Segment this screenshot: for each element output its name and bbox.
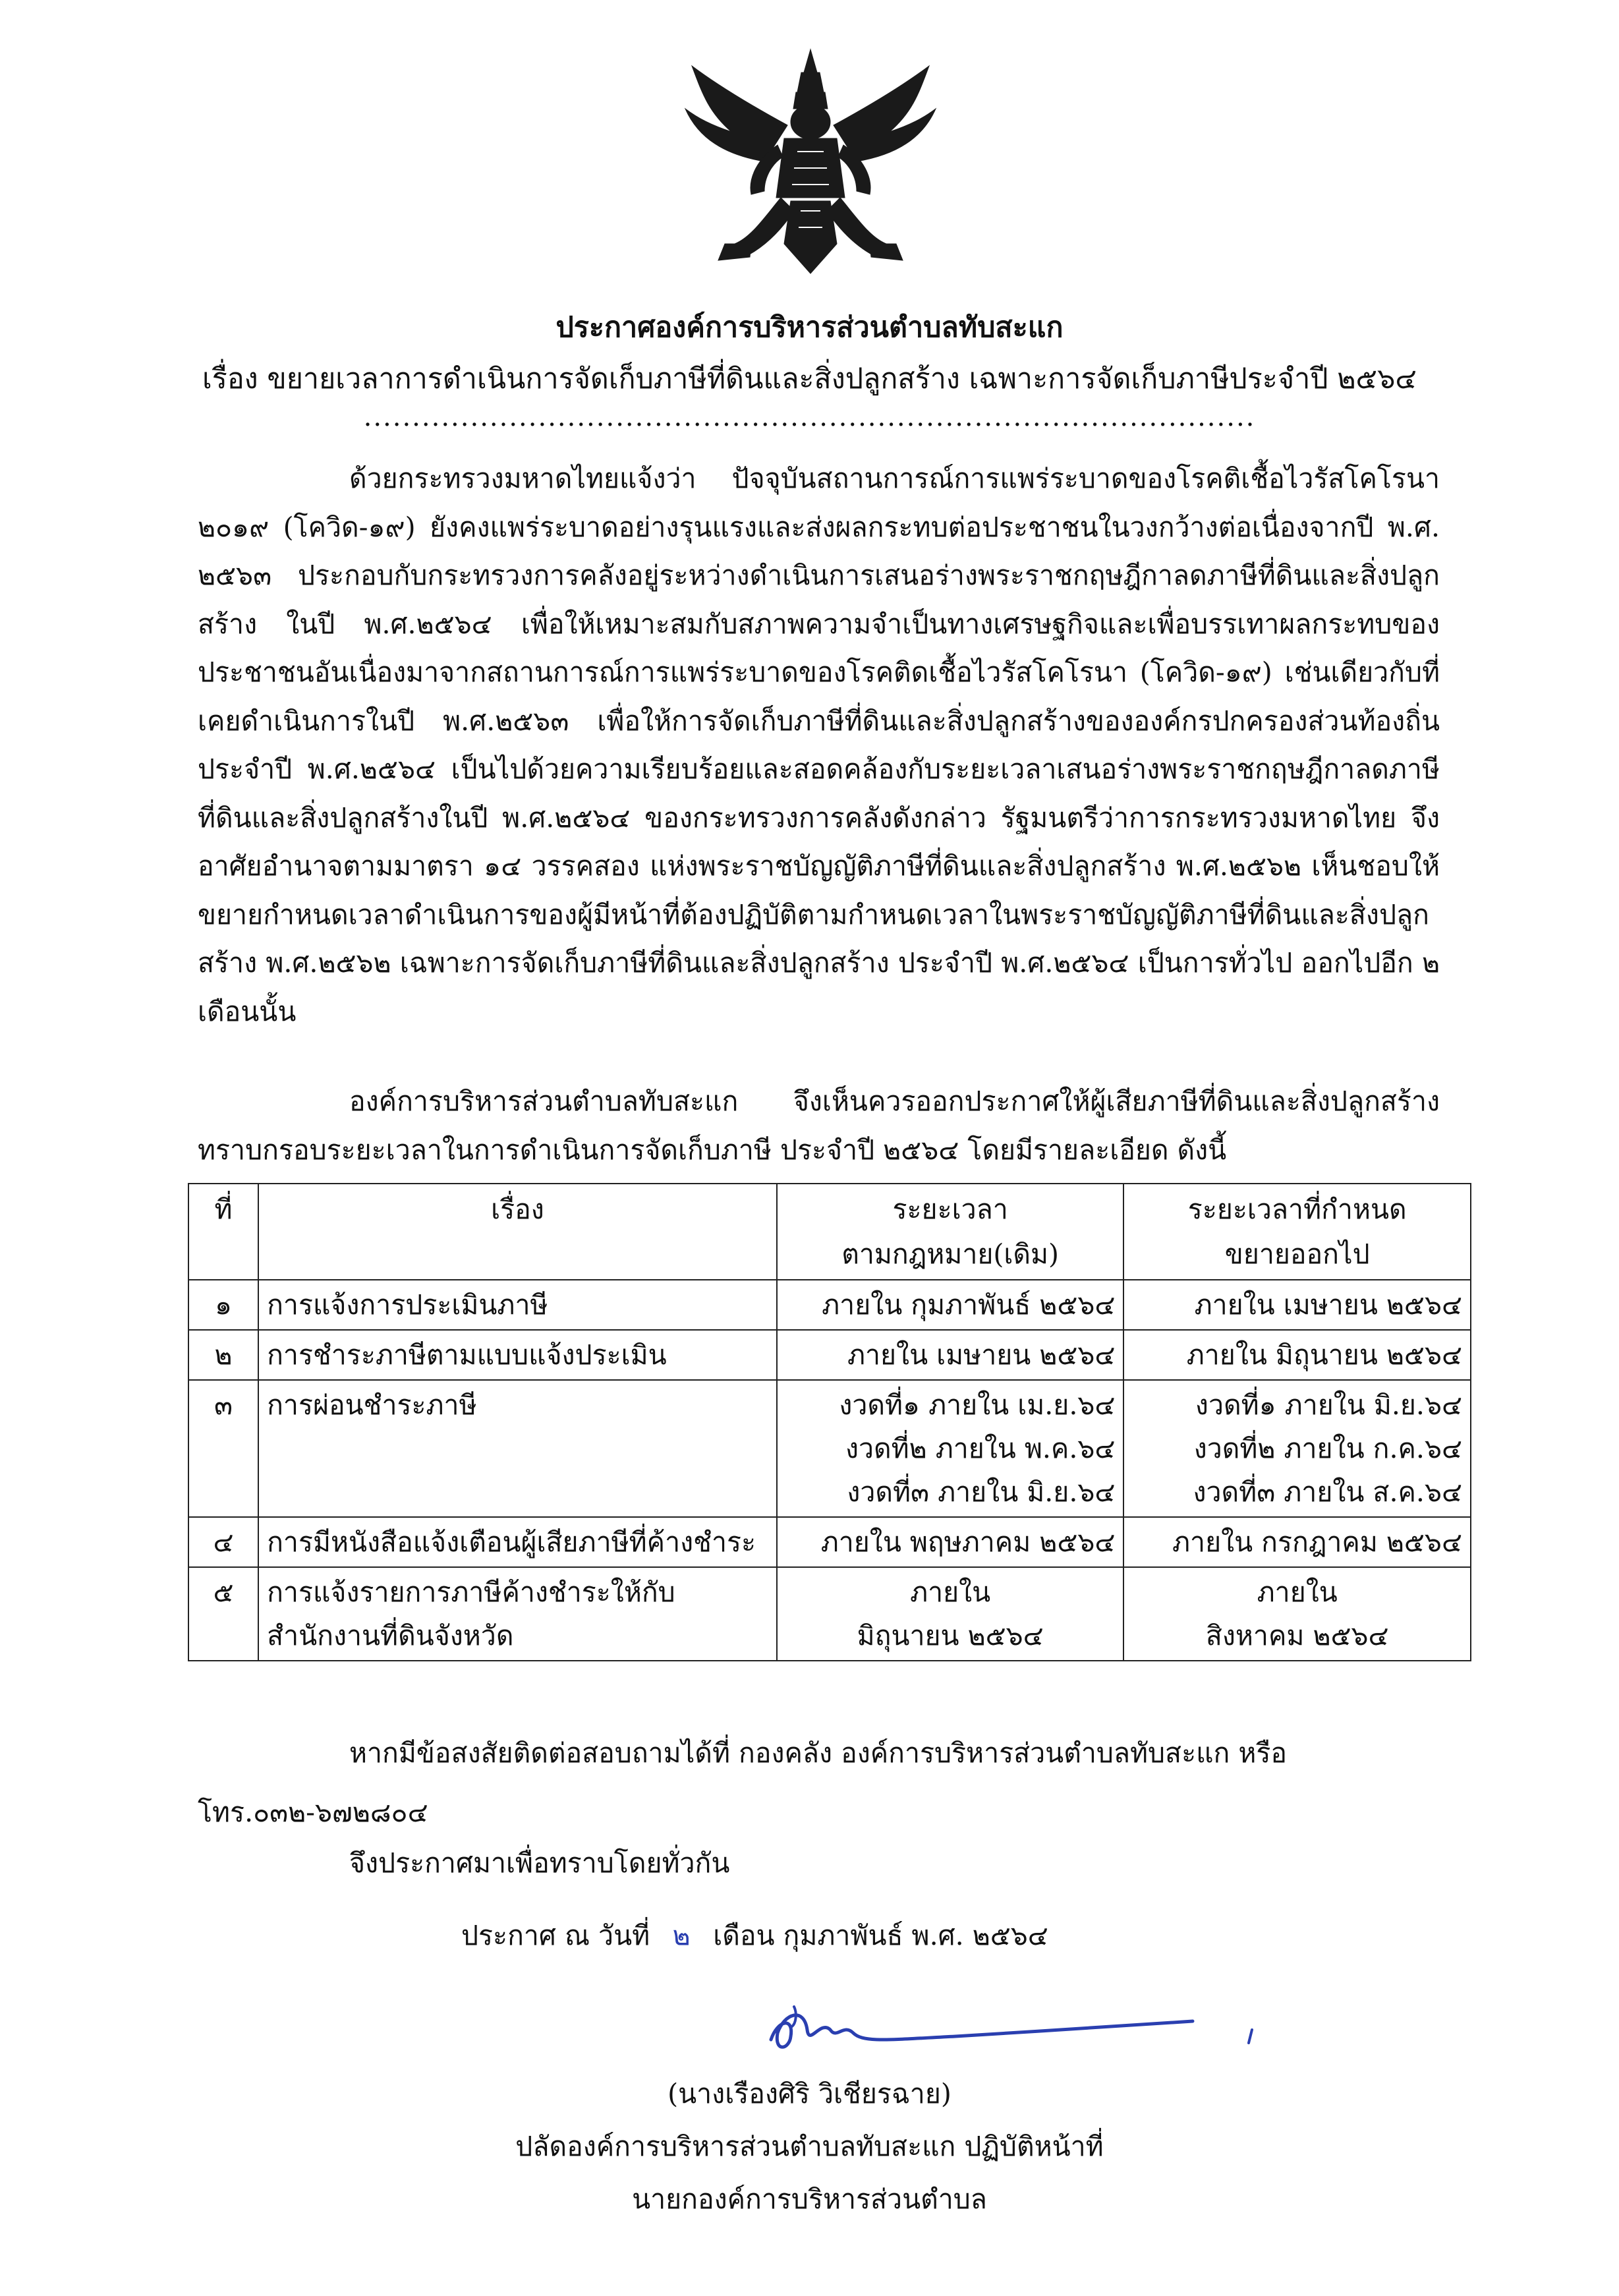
signer-position-line1: ปลัดองค์การบริหารส่วนตำบลทับสะแก ปฏิบัติหน้าที่ — [515, 2131, 1104, 2162]
body-paragraph-2: องค์การบริหารส่วนตำบลทับสะแก จึงเห็นควรออกประกาศให้ผู้เสียภาษีที่ดินและสิ่งปลูกสร้างทราบกรอบระยะเวลาในการดำเนินการจัดเก็บภาษี ประจำปี ๒๕๖๔ โดยมีรายละเอียด ดังนี้ — [198, 1085, 1440, 1166]
row-topic — [258, 1567, 777, 1661]
announcement-date — [461, 1914, 1048, 1957]
signer-name: (นางเรืองศิริ วิเชียรฉาย) — [667, 2078, 952, 2109]
row-topic — [258, 1280, 777, 1330]
row-extended — [1123, 1567, 1471, 1661]
body-paragraph-1: ด้วยกระทรวงมหาดไทยแจ้งว่า ปัจจุบันสถานการณ์การแพร่ระบาดของโรคติเชื้อไวรัสโคโรนา ๒๐๑๙ (โควิด-๑๙) ยังคงแพร่ระบาดอย่างรุนแรงและส่งผลกระทบต่อประชาชนในวงกว้างต่อเนื่องจากปี พ.ศ. ๒๕๖๓ ประกอบกับกระทรวงการคลังอยู่ระหว่างดำเนินการเสนอร่างพระราชกฤษฎีกาลดภาษีที่ดินและสิ่งปลูกสร้าง ในปี พ.ศ.๒๕๖๔ เพื่อให้เหมาะสมกับสภาพความจำเป็นทางเศรษฐกิจและเพื่อบรรเทาผลกระทบของประชาชนอันเนื่องมาจากสถานการณ์การแพร่ระบาดของโรคติดเชื้อไวรัสโคโรนา (โควิด-๑๙) เช่นเดียวกับที่เคยดำเนินการในปี พ.ศ.๒๕๖๓ เพื่อให้การจัดเก็บภาษีที่ดินและสิ่งปลูกสร้างขององค์กรปกครองส่วนท้องถิ่น ประจำปี พ.ศ.๒๕๖๔ เป็นไปด้วยความเรียบร้อยและสอดคล้องกับระยะเวลาเสนอร่างพระราชกฤษฎีกาลดภาษีที่ดินและสิ่งปลูกสร้างในปี พ.ศ.๒๕๖๔ ของกระทรวงการคลังดังกล่าว รัฐมนตรีว่าการกระทรวงมหาดไทย จึงอาศัยอำนาจตามมาตรา ๑๔ วรรคสอง แห่งพระราชบัญญัติภาษีที่ดินและสิ่งปลูกสร้าง พ.ศ.๒๕๖๒ เห็นชอบให้ขยายกำหนดเวลาดำเนินการของผู้มีหน้าที่ต้องปฏิบัติตามกำหนดเวลาในพระราชบัญญัติภาษีที่ดินและสิ่งปลูกสร้าง พ.ศ.๒๕๖๒ เฉพาะการจัดเก็บภาษีที่ดินและสิ่งปลูกสร้าง ประจำปี พ.ศ.๒๕๖๔ เป็นการทั่วไป ออกไปอีก ๒ เดือนนั้น — [198, 463, 1440, 1027]
row-extended — [1123, 1380, 1471, 1517]
header-original-line1: ระยะเวลา — [892, 1193, 1008, 1225]
row-original-line: ภายใน พฤษภาคม ๒๕๖๔ — [820, 1526, 1116, 1558]
row-no: ๒ — [188, 1330, 258, 1380]
row-original-line: ภายใน — [910, 1576, 991, 1608]
header-topic: เรื่อง — [258, 1184, 777, 1280]
row-topic — [258, 1517, 777, 1567]
header-extended-line1: ระยะเวลาที่กำหนด — [1187, 1193, 1407, 1225]
row-no: ๑ — [188, 1280, 258, 1330]
row-extended-line: สิงหาคม ๒๕๖๔ — [1205, 1620, 1389, 1651]
row-no: ๔ — [188, 1517, 258, 1567]
row-original — [777, 1517, 1124, 1567]
header-extended-period — [1123, 1184, 1471, 1280]
announcement-title: ประกาศองค์การบริหารส่วนตำบลทับสะแก — [555, 311, 1064, 344]
header-original-period — [777, 1184, 1124, 1280]
row-original-line: งวดที่๒ ภายใน พ.ค.๖๔ — [845, 1433, 1116, 1464]
header-no: ที่ — [188, 1184, 258, 1280]
contact-paragraph: หากมีข้อสงสัยติดต่อสอบถามได้ที่ กองคลัง องค์การบริหารส่วนตำบลทับสะแก หรือ โทร.๐๓๒-๖๗๒๘๐๔ — [198, 1737, 1288, 1828]
signer-position-line2: นายกองค์การบริหารส่วนตำบล — [632, 2183, 987, 2215]
table-row — [188, 1567, 1471, 1661]
date-suffix: เดือน กุมภาพันธ์ พ.ศ. ๒๕๖๔ — [713, 1920, 1048, 1951]
header-extended-line2: ขยายออกไป — [1224, 1238, 1370, 1270]
row-no: ๓ — [188, 1380, 258, 1517]
row-extended-line: งวดที่๒ ภายใน ก.ค.๖๔ — [1193, 1433, 1462, 1464]
date-prefix: ประกาศ ณ วันที่ — [461, 1920, 650, 1951]
row-original-line: ภายใน กุมภาพันธ์ ๒๕๖๔ — [822, 1289, 1116, 1321]
row-extended-line: ภายใน มิถุนายน ๒๕๖๔ — [1186, 1339, 1462, 1371]
row-original — [777, 1330, 1124, 1380]
garuda-emblem-icon — [672, 46, 949, 283]
announcement-subject: เรื่อง ขยายเวลาการดำเนินการจัดเก็บภาษีที่ดินและสิ่งปลูกสร้าง เฉพาะการจัดเก็บภาษีประจำปี ๒๕๖๔ — [202, 362, 1417, 395]
row-topic — [258, 1330, 777, 1380]
row-no: ๕ — [188, 1567, 258, 1661]
row-topic — [258, 1380, 777, 1517]
row-extended-line: งวดที่๑ ภายใน มิ.ย.๖๔ — [1195, 1389, 1462, 1421]
row-topic-line: การชำระภาษีตามแบบแจ้งประเมิน — [267, 1339, 667, 1371]
table-row — [188, 1330, 1471, 1380]
row-extended — [1123, 1330, 1471, 1380]
row-original-line: งวดที่๓ ภายใน มิ.ย.๖๔ — [847, 1476, 1116, 1508]
row-extended-line: ภายใน — [1257, 1576, 1338, 1608]
row-original-line: มิถุนายน ๒๕๖๔ — [857, 1620, 1044, 1651]
row-extended — [1123, 1517, 1471, 1567]
row-topic-line: สำนักงานที่ดินจังหวัด — [267, 1620, 514, 1651]
table-row — [188, 1280, 1471, 1330]
header-original-line2: ตามกฎหมาย(เดิม) — [841, 1238, 1060, 1270]
table-header-row — [188, 1184, 1471, 1280]
row-original-line: งวดที่๑ ภายใน เม.ย.๖๔ — [839, 1389, 1116, 1421]
announce-closing: จึงประกาศมาเพื่อทราบโดยทั่วกัน — [349, 1847, 730, 1879]
row-original — [777, 1380, 1124, 1517]
row-topic-line: การแจ้งการประเมินภาษี — [267, 1289, 548, 1321]
row-extended-line: งวดที่๓ ภายใน ส.ค.๖๔ — [1193, 1476, 1462, 1508]
row-extended-line: ภายใน เมษายน ๒๕๖๔ — [1194, 1289, 1462, 1321]
row-topic-line: การผ่อนชำระภาษี — [267, 1389, 477, 1421]
table-row — [188, 1380, 1471, 1517]
schedule-table — [188, 1183, 1471, 1661]
row-original-line: ภายใน เมษายน ๒๕๖๔ — [847, 1339, 1116, 1371]
row-original — [777, 1280, 1124, 1330]
table-row — [188, 1517, 1471, 1567]
row-topic-line: การมีหนังสือแจ้งเตือนผู้เสียภาษีที่ค้างชำระ — [267, 1526, 756, 1558]
handwritten-signature — [758, 1994, 1272, 2066]
separator-dots: ............................................................................................ — [363, 402, 1256, 432]
row-original — [777, 1567, 1124, 1661]
row-extended — [1123, 1280, 1471, 1330]
date-day: ๒ — [672, 1920, 691, 1951]
row-topic-line: การแจ้งรายการภาษีค้างชำระให้กับ — [267, 1576, 675, 1608]
row-extended-line: ภายใน กรกฎาคม ๒๕๖๔ — [1172, 1526, 1462, 1558]
